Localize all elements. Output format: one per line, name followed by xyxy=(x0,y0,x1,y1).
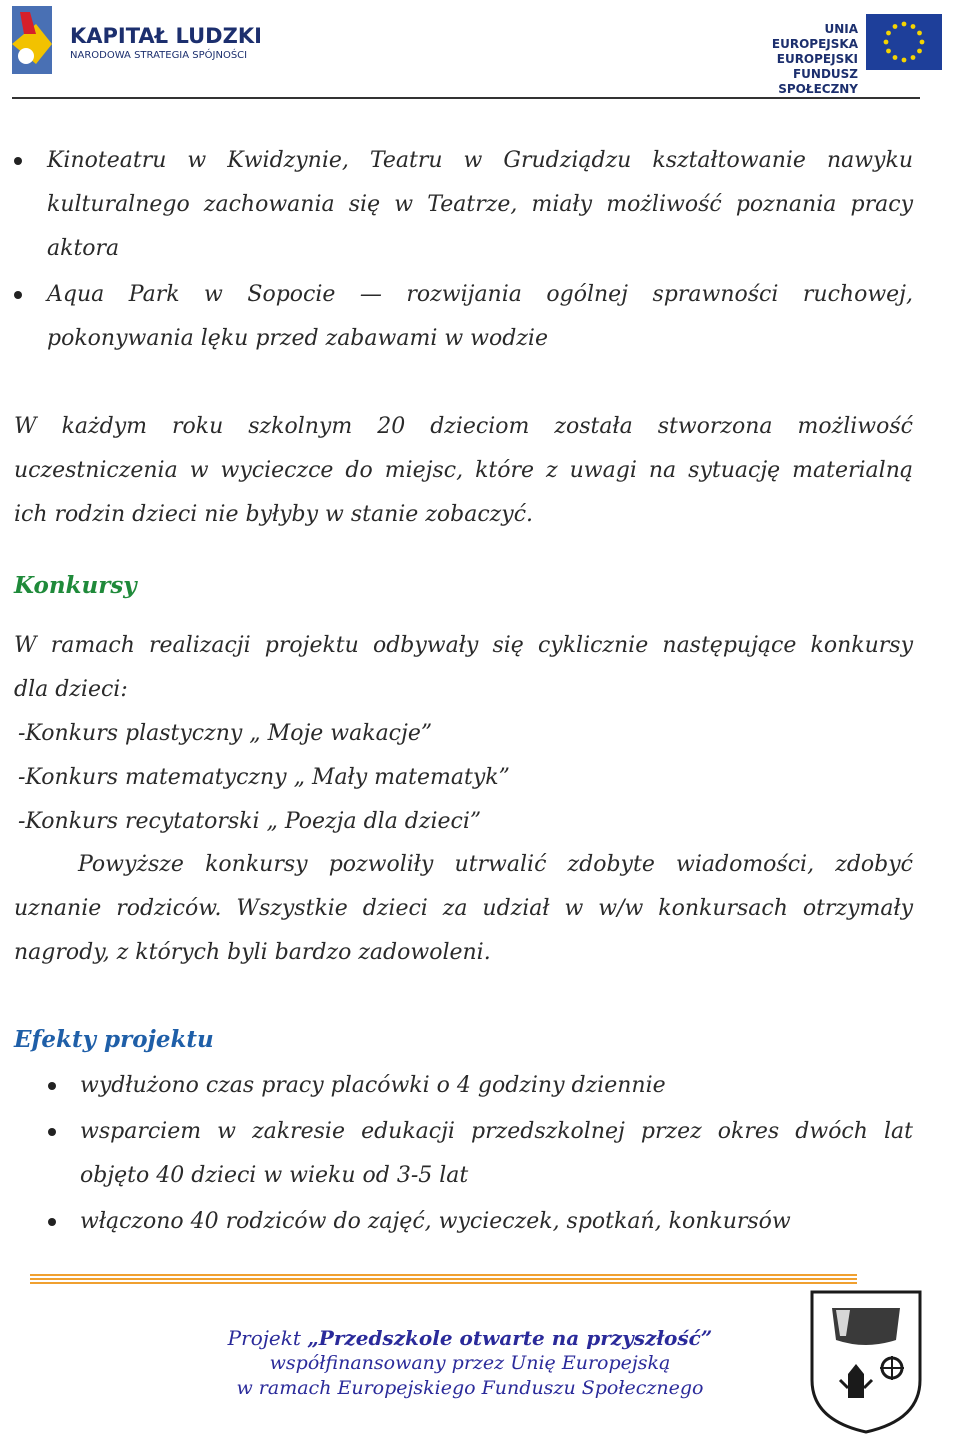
bullet-1-line-2: kulturalnego zachowania się w Teatrze, miały możliwość poznania pracy xyxy=(47,192,913,217)
footer-rule xyxy=(30,1274,857,1276)
eu-flag-icon xyxy=(866,14,942,70)
footer-project-line xyxy=(190,1326,750,1350)
paragraph-1-line-2: uczestniczenia w wycieczce do miejsc, które z uwagi na sytuację materialną xyxy=(14,458,913,483)
konkurs-item: -Konkurs recytatorski „ Poezja dla dzieci” xyxy=(18,809,482,834)
konkursy-summary-line-3: nagrody, z których byli bardzo zadowoleni. xyxy=(14,940,491,965)
bullet-2-line-1: Aqua Park w Sopocie — rozwijania ogólnej sprawności ruchowej, xyxy=(47,282,913,307)
header-divider xyxy=(12,97,920,99)
konkurs-item: -Konkurs plastyczny „ Moje wakacje” xyxy=(18,721,433,746)
footer-rule xyxy=(30,1282,857,1284)
eu-line3: FUNDUSZ SPOŁECZNY xyxy=(778,67,858,96)
kapital-ludzki-emblem-icon xyxy=(6,4,58,76)
eu-logo xyxy=(728,14,948,96)
bullet-1-line-3: aktora xyxy=(47,236,120,261)
section-heading-konkursy: Konkursy xyxy=(14,572,137,599)
konkurs-item: -Konkurs matematyczny „ Mały matematyk” xyxy=(18,765,510,790)
kapital-ludzki-title: KAPITAŁ LUDZKI xyxy=(70,24,262,48)
bullet-icon xyxy=(48,1218,56,1226)
efekty-item-2-line-2: objęto 40 dzieci w wieku od 3-5 lat xyxy=(80,1163,469,1188)
municipality-coat-of-arms xyxy=(806,1288,926,1434)
paragraph-1-line-3: ich rodzin dzieci nie byłyby w stanie zobaczyć. xyxy=(14,502,534,527)
bullet-1-line-1: Kinoteatru w Kwidzynie, Teatru w Grudziądzu kształtowanie nawyku xyxy=(47,148,913,173)
eu-line2: EUROPEJSKI xyxy=(776,52,858,66)
efekty-item-1: wydłużono czas pracy placówki o 4 godziny dziennie xyxy=(80,1073,666,1098)
konkursy-summary-line-2: uznanie rodziców. Wszystkie dzieci za udział w w/w konkursach otrzymały xyxy=(14,896,913,921)
footer-cofinanced-line: współfinansowany przez Unię Europejską xyxy=(269,1352,671,1374)
footer-project-title: „Przedszkole otwarte na przyszłość” xyxy=(307,1326,713,1350)
konkursy-intro-line-1: W ramach realizacji projektu odbywały się cyklicznie następujące konkursy xyxy=(14,633,913,658)
kapital-ludzki-logo xyxy=(6,4,262,76)
konkursy-summary-line-1: Powyższe konkursy pozwoliły utrwalić zdobyte wiadomości, zdobyć xyxy=(78,852,913,877)
coat-of-arms-icon xyxy=(806,1288,926,1434)
bullet-icon xyxy=(48,1082,56,1090)
bullet-icon xyxy=(14,157,22,165)
konkursy-intro-line-2: dla dzieci: xyxy=(14,677,128,702)
bullet-2-line-2: pokonywania lęku przed zabawami w wodzie xyxy=(47,326,548,351)
bullet-icon xyxy=(48,1128,56,1136)
footer-rule xyxy=(30,1278,857,1280)
footer-project-prefix: Projekt xyxy=(227,1326,308,1350)
efekty-item-2-line-1: wsparciem w zakresie edukacji przedszkolnej przez okres dwóch lat xyxy=(80,1119,913,1144)
bullet-icon xyxy=(14,291,22,299)
footer-fund-line: w ramach Europejskiego Funduszu Społecznego xyxy=(236,1377,704,1399)
paragraph-1-line-1: W każdym roku szkolnym 20 dzieciom została stworzona możliwość xyxy=(14,414,913,439)
section-heading-efekty: Efekty projektu xyxy=(14,1026,214,1053)
kapital-ludzki-subtitle: NARODOWA STRATEGIA SPÓJNOŚCI xyxy=(70,50,248,61)
eu-line1: UNIA EUROPEJSKA xyxy=(771,22,858,51)
efekty-item-3: włączono 40 rodziców do zajęć, wycieczek, spotkań, konkursów xyxy=(80,1209,791,1234)
